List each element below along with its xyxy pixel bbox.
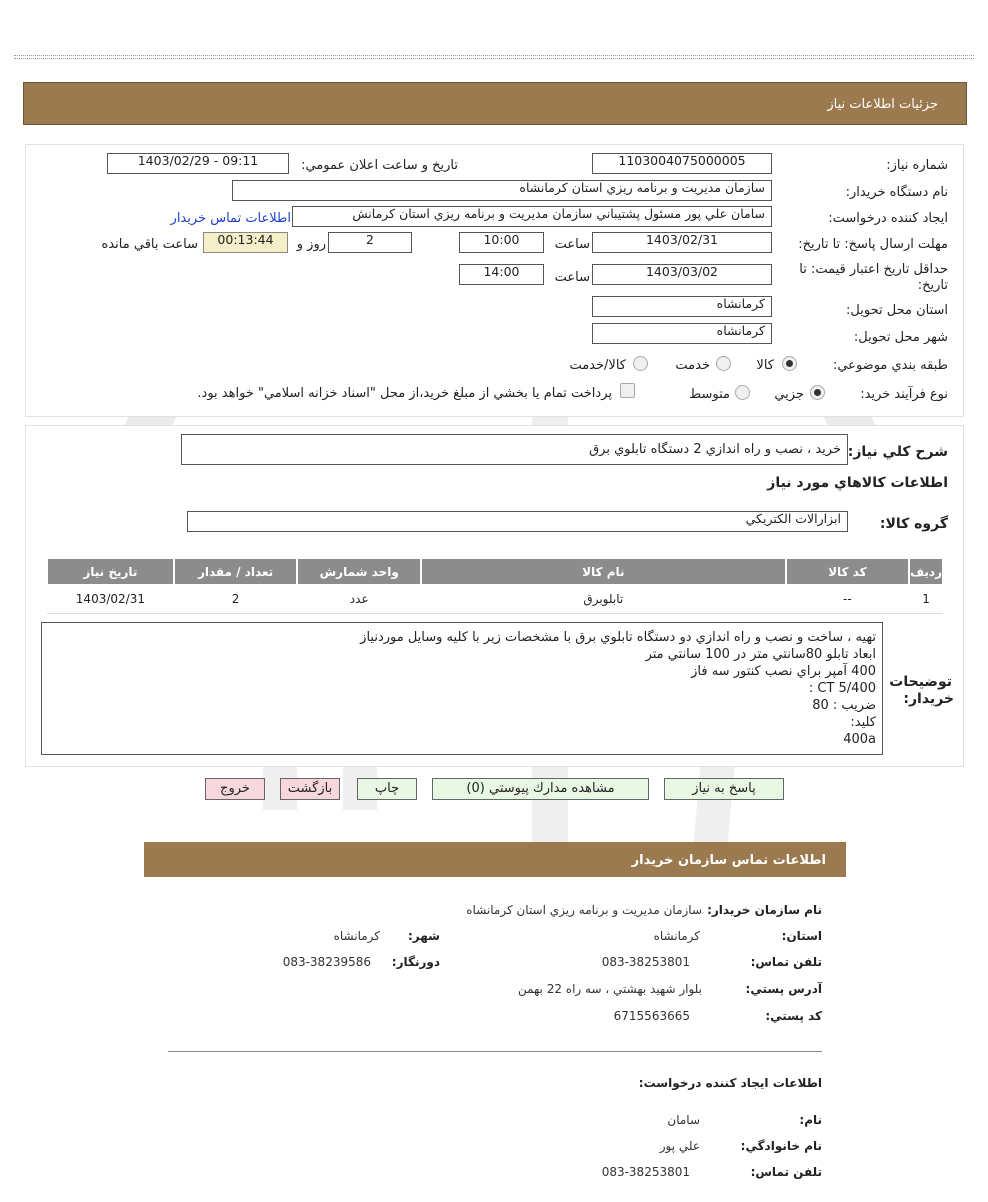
desc-line: كليد:	[850, 715, 876, 730]
table-row	[47, 585, 943, 613]
contact-province-value: كرمانشاه	[653, 929, 700, 943]
print-button[interactable]: چاپ	[357, 778, 417, 800]
requester-label: ايجاد كننده درخواست:	[828, 211, 948, 226]
province-field: كرمانشاه	[592, 296, 772, 317]
deadline-time-field: 10:00	[459, 232, 544, 253]
category-service-label: خدمت	[675, 358, 710, 373]
back-button[interactable]: بازگشت	[280, 778, 340, 800]
cell-quantity: 2	[174, 585, 298, 613]
desc-line: 400 آمپر براي نصب كنتور سه فاز	[691, 664, 876, 679]
goods-table	[46, 557, 944, 614]
goods-group-field: ابزارالات الكتريكي	[187, 511, 848, 532]
deadline-date-field: 1403/02/31	[592, 232, 772, 253]
org-name-label: نام سازمان خريدار:	[707, 903, 822, 917]
validity-date-field: 1403/03/02	[592, 264, 772, 285]
process-medium-label: متوسط	[689, 387, 730, 402]
page-title: جزئيات اطلاعات نياز	[827, 97, 938, 112]
creator-section-title: اطلاعات ايجاد كننده درخواست:	[638, 1076, 822, 1090]
need-number-field: 1103004075000005	[592, 153, 772, 174]
contact-province-label: استان:	[781, 929, 822, 943]
section-divider	[168, 1051, 822, 1052]
creator-name-label: نام:	[799, 1113, 822, 1127]
buyer-contact-link[interactable]: اطلاعات تماس خريدار	[170, 211, 291, 226]
reply-button[interactable]: پاسخ به نياز	[664, 778, 784, 800]
postal-code-value: 6715563665	[613, 1009, 690, 1023]
contact-phone-label: تلفن تماس:	[750, 955, 822, 969]
treasury-payment-checkbox[interactable]	[620, 383, 635, 398]
buyer-field: سازمان مديريت و برنامه ريزي استان كرمانشاه	[232, 180, 772, 201]
col-header-code: كد كالا	[786, 558, 910, 585]
contact-fax-value: 083-38239586	[282, 955, 371, 969]
category-goods-label: كالا	[756, 358, 774, 373]
view-attachments-button[interactable]: مشاهده مدارك پيوستي (0)	[432, 778, 649, 800]
validity-label: حداقل تاريخ اعتبار قيمت: تا	[799, 262, 948, 277]
col-header-unit: واحد شمارش	[297, 558, 421, 585]
col-header-row-number: رديف	[909, 558, 943, 585]
desc-line: ابعاد تابلو 80سانتي متر در 100 سانتي متر	[645, 647, 876, 662]
buyer-description	[41, 622, 883, 755]
deadline-time-label: ساعت	[554, 237, 590, 252]
desc-line: تهيه ، ساخت و نصب و راه اندازي دو دستگاه تابلوي برق با مشخصات زير با كليه وسايل موردنياز	[360, 630, 876, 645]
requester-field: سامان علي پور مسئول پشتيباني سازمان مديريت و برنامه ريزي استان كرمانش	[292, 206, 772, 227]
contact-city-label: شهر:	[408, 929, 440, 943]
contact-title: اطلاعات تماس سازمان خريدار	[631, 853, 826, 868]
keyword-label: شرح كلي نياز:	[847, 444, 948, 460]
process-medium-radio[interactable]	[735, 385, 750, 400]
category-label: طبقه بندي موضوعي:	[832, 358, 948, 373]
validity-time-field: 14:00	[459, 264, 544, 285]
goods-group-label: گروه كالا:	[879, 516, 948, 532]
creator-name-value: سامان	[667, 1113, 700, 1127]
treasury-payment-note: پرداخت تمام يا بخشي از مبلغ خريد،از محل "اسناد خزانه اسلامي" خواهد بود.	[197, 386, 612, 401]
desc-line: ضريب : 80	[812, 698, 876, 713]
contact-fax-label: دورنگار:	[391, 955, 440, 969]
announce-date-label: تاريخ و ساعت اعلان عمومي:	[301, 158, 458, 173]
keyword-field: خريد ، نصب و راه اندازي 2 دستگاه تابلوي برق	[181, 434, 848, 465]
creator-phone-value: 083-38253801	[601, 1165, 690, 1179]
address-value: بلوار شهيد بهشتي ، سه راه 22 بهمن	[517, 982, 702, 996]
creator-family-value: علي پور	[659, 1139, 700, 1153]
desc-line: CT 5/400 :	[808, 681, 876, 696]
buyer-desc-label-2: خريدار:	[903, 691, 954, 707]
creator-phone-label: تلفن تماس:	[750, 1165, 822, 1179]
process-label: نوع فرآيند خريد:	[860, 387, 948, 402]
days-label: روز و	[296, 237, 326, 252]
desc-line: 400a	[843, 732, 876, 747]
buyer-desc-label: توضيحات	[889, 674, 952, 690]
process-minor-label: جزيي	[774, 387, 804, 402]
countdown-field: 00:13:44	[203, 232, 288, 253]
col-header-quantity: تعداد / مقدار	[174, 558, 298, 585]
top-dotted-rule	[14, 55, 974, 59]
deadline-label: مهلت ارسال پاسخ: تا تاريخ:	[798, 237, 948, 252]
announce-date-field: 1403/02/29 - 09:11	[107, 153, 289, 174]
cell-unit: عدد	[297, 585, 421, 613]
days-remaining-field: 2	[328, 232, 412, 253]
cell-name: تابلوبرق	[421, 585, 786, 613]
category-goods-service-radio[interactable]	[633, 356, 648, 371]
city-field: كرمانشاه	[592, 323, 772, 344]
exit-button[interactable]: خروج	[205, 778, 265, 800]
org-name-value: سازمان مديريت و برنامه ريزي استان كرمانشاه	[466, 903, 702, 917]
address-label: آدرس پستي:	[745, 982, 822, 996]
category-service-radio[interactable]	[716, 356, 731, 371]
buyer-label: نام دستگاه خريدار:	[845, 185, 948, 200]
category-goods-radio[interactable]	[782, 356, 797, 371]
province-label: استان محل تحويل:	[846, 303, 948, 318]
validity-time-label: ساعت	[554, 270, 590, 285]
city-label: شهر محل تحويل:	[853, 330, 948, 345]
postal-code-label: كد پستي:	[765, 1009, 822, 1023]
contact-city-value: كرمانشاه	[333, 929, 380, 943]
contact-header	[144, 842, 846, 877]
cell-row-number: 1	[909, 585, 943, 613]
page-header	[23, 82, 967, 125]
cell-date: 1403/02/31	[47, 585, 174, 613]
need-number-label: شماره نياز:	[886, 158, 948, 173]
cell-code: --	[786, 585, 910, 613]
goods-section-title: اطلاعات كالاهاي مورد نياز	[767, 475, 948, 491]
col-header-date: تاريخ نياز	[47, 558, 174, 585]
contact-phone-value: 083-38253801	[601, 955, 690, 969]
countdown-label: ساعت باقي مانده	[101, 237, 198, 252]
validity-label-2: تاريخ:	[917, 278, 948, 293]
process-minor-radio[interactable]	[810, 385, 825, 400]
col-header-name: نام كالا	[421, 558, 786, 585]
category-goods-service-label: كالا/خدمت	[569, 358, 626, 373]
creator-family-label: نام خانوادگي:	[740, 1139, 822, 1153]
